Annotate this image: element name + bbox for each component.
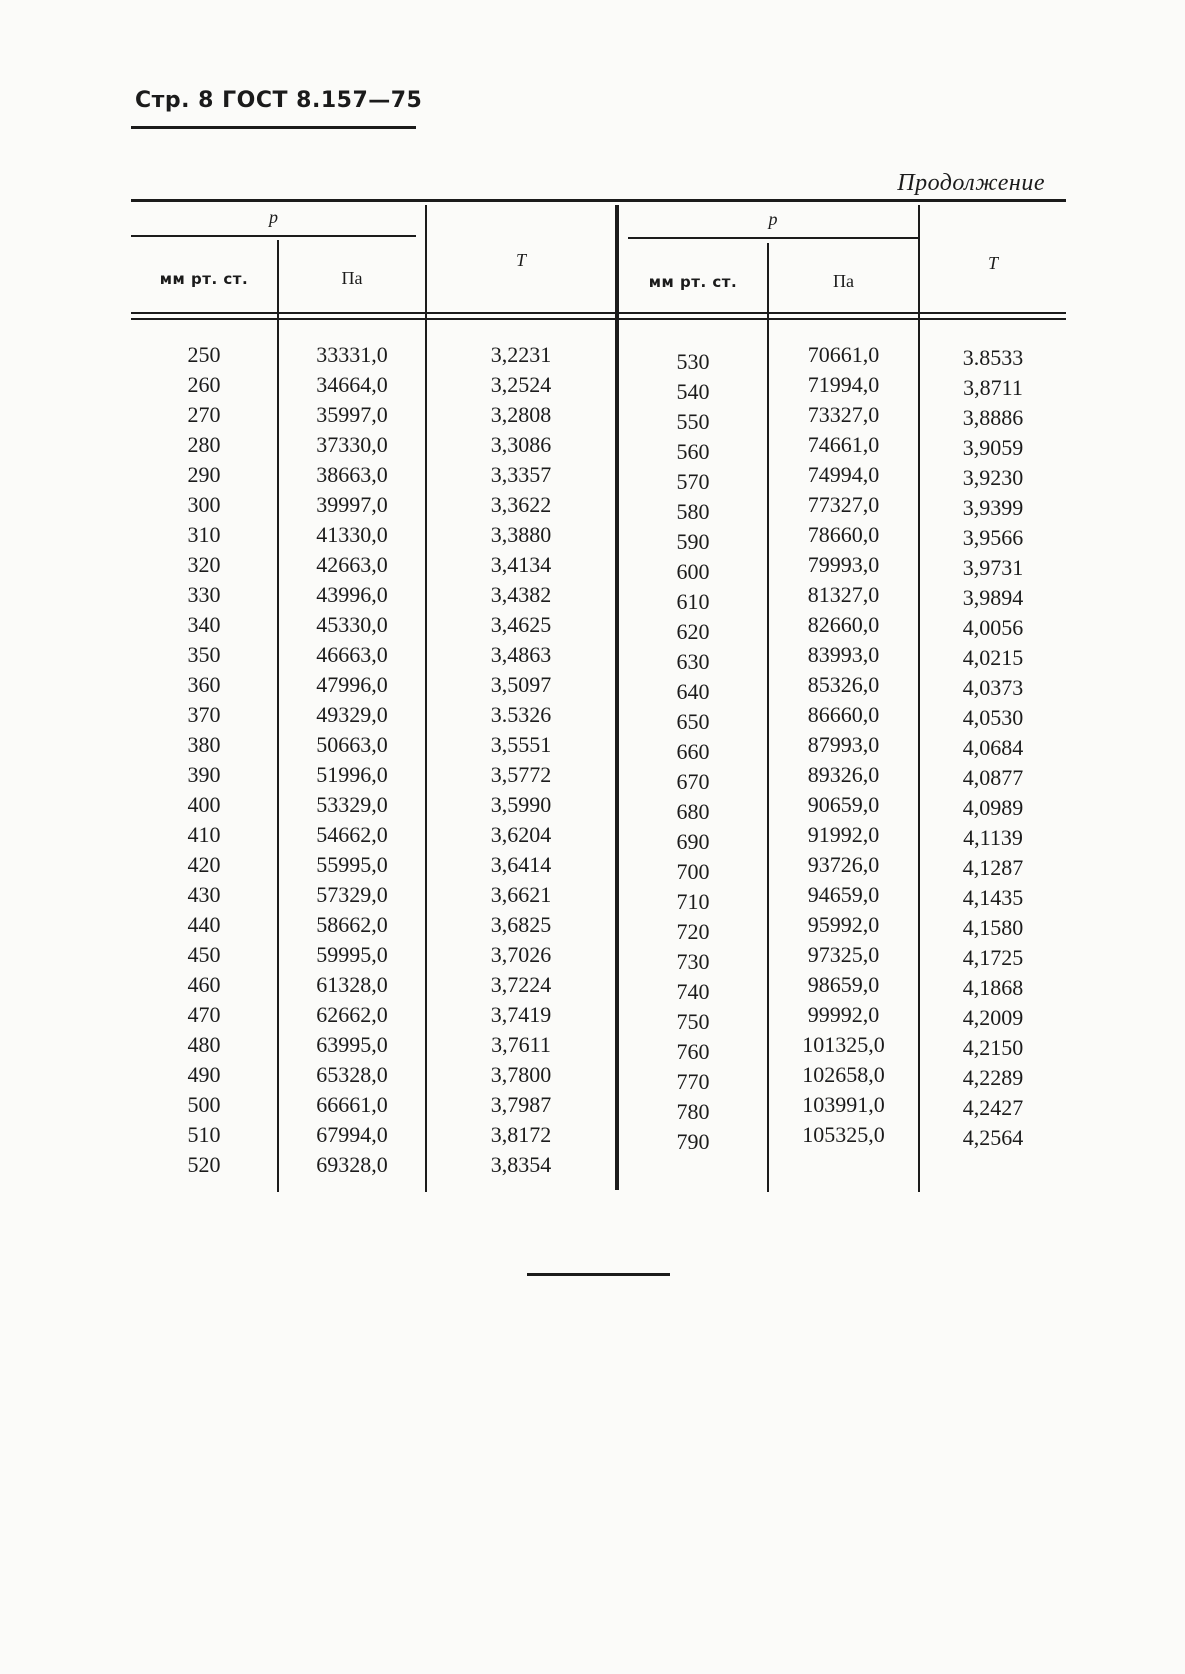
pa-cell: 42663,0: [316, 552, 388, 577]
pa-cell: 50663,0: [316, 732, 388, 757]
pa-cell: 101325,0: [802, 1032, 885, 1057]
pa-cell: 43996,0: [316, 582, 388, 607]
temperature-cell: 3,5990: [490, 792, 552, 817]
pa-cell: 86660,0: [807, 702, 880, 727]
temperature-cell: 4,0530: [962, 705, 1024, 730]
mmhg-cell: 580: [676, 499, 710, 524]
pa-cell: 93726,0: [807, 852, 880, 877]
continuation-label: Продолжение: [897, 170, 1045, 196]
temperature-cell: 4,1435: [962, 885, 1024, 910]
temperature-cell: 3,9399: [962, 495, 1024, 520]
pa-cell: 74994,0: [807, 462, 880, 487]
temperature-cell: 3.5326: [490, 702, 552, 727]
temperature-cell: 4,0056: [962, 615, 1024, 640]
temperature-cell: 3.8533: [962, 345, 1024, 370]
pa-cell: 58662,0: [316, 912, 388, 937]
pa-cell: 59995,0: [316, 942, 388, 967]
mmhg-cell: 680: [676, 799, 710, 824]
pa-cell: 81327,0: [807, 582, 880, 607]
temperature-cell: 4,2427: [962, 1095, 1024, 1120]
pa-cell: 83993,0: [807, 642, 880, 667]
mmhg-cell: 520: [187, 1152, 221, 1177]
temperature-cell: 3,5097: [490, 672, 552, 697]
temperature-cell: 3,9230: [962, 465, 1024, 490]
mmhg-cell: 700: [676, 859, 710, 884]
temperature-cell: 3,4863: [490, 642, 552, 667]
pa-header-left: Па: [341, 268, 363, 288]
temperature-cell: 4,0373: [962, 675, 1024, 700]
temperature-cell: 4,1725: [962, 945, 1024, 970]
pa-cell: 46663,0: [316, 642, 388, 667]
mmhg-cell: 710: [676, 889, 710, 914]
mmhg-cell: 370: [187, 702, 221, 727]
mmhg-cell: 310: [187, 522, 221, 547]
temperature-cell: 3,7224: [490, 972, 552, 997]
pa-cell: 61328,0: [316, 972, 388, 997]
pa-cell: 74661,0: [807, 432, 880, 457]
temperature-cell: 4,1287: [962, 855, 1024, 880]
mmhg-cell: 250: [187, 342, 221, 367]
pa-cell: 79993,0: [807, 552, 880, 577]
mmhg-cell: 500: [187, 1092, 221, 1117]
temperature-cell: 3,3622: [490, 492, 552, 517]
mmhg-cell: 350: [187, 642, 221, 667]
temperature-cell: 4,2564: [962, 1125, 1024, 1150]
mmhg-cell: 570: [676, 469, 710, 494]
pa-cell: 78660,0: [807, 522, 880, 547]
mmhg-cell: 720: [676, 919, 710, 944]
pa-cell: 39997,0: [316, 492, 388, 517]
temperature-cell: 4,2289: [962, 1065, 1024, 1090]
mmhg-cell: 760: [676, 1039, 710, 1064]
mmhg-cell: 390: [187, 762, 221, 787]
temperature-cell: 4,0215: [962, 645, 1024, 670]
temperature-cell: 3,8172: [490, 1122, 552, 1147]
table-top-rule: [131, 199, 1066, 202]
mmhg-cell: 670: [676, 769, 710, 794]
temperature-cell: 3,2231: [490, 342, 552, 367]
pressure-group-header-left: p: [269, 207, 278, 227]
right-temperature-column: [920, 343, 1066, 1153]
pressure-group-header-right: p: [768, 209, 778, 229]
mmhg-cell: 610: [676, 589, 710, 614]
mmhg-cell: 510: [187, 1122, 221, 1147]
mmhg-cell: 280: [187, 432, 221, 457]
pa-cell: 62662,0: [316, 1002, 388, 1027]
mmhg-cell: 790: [676, 1129, 710, 1154]
temperature-cell: 3,2524: [490, 372, 552, 397]
mmhg-cell: 530: [676, 349, 710, 374]
right-pa-column: [769, 340, 918, 1150]
mmhg-cell: 590: [676, 529, 710, 554]
mmhg-cell: 440: [187, 912, 221, 937]
pa-cell: 51996,0: [316, 762, 388, 787]
pa-cell: 47996,0: [316, 672, 388, 697]
pa-cell: 85326,0: [807, 672, 880, 697]
pa-cell: 102658,0: [802, 1062, 885, 1087]
temperature-cell: 3,9731: [962, 555, 1024, 580]
mmhg-cell: 770: [676, 1069, 710, 1094]
temperature-cell: 3,9894: [962, 585, 1024, 610]
pa-cell: 69328,0: [316, 1152, 388, 1177]
mmhg-cell: 690: [676, 829, 710, 854]
temperature-cell: 3,3357: [490, 462, 552, 487]
mmhg-cell: 620: [676, 619, 710, 644]
mmhg-cell: 450: [187, 942, 221, 967]
temperature-cell: 3,5551: [490, 732, 552, 757]
temperature-cell: 3,4382: [490, 582, 552, 607]
temperature-cell: 3,3086: [490, 432, 552, 457]
group-rule-right: [628, 237, 918, 239]
header-bottom-rule-2: [131, 318, 1066, 320]
pa-cell: 103991,0: [802, 1092, 885, 1117]
pa-cell: 91992,0: [807, 822, 880, 847]
mmhg-header-left: мм рт. ст.: [159, 270, 249, 288]
mmhg-cell: 300: [187, 492, 221, 517]
pa-cell: 45330,0: [316, 612, 388, 637]
mmhg-cell: 540: [676, 379, 710, 404]
temperature-cell: 3,8354: [490, 1152, 552, 1177]
mmhg-cell: 430: [187, 882, 221, 907]
header-underline: [131, 126, 416, 129]
mmhg-cell: 490: [187, 1062, 221, 1087]
pa-cell: 54662,0: [316, 822, 388, 847]
temperature-cell: 3,7419: [490, 1002, 552, 1027]
pa-cell: 89326,0: [807, 762, 880, 787]
pa-cell: 41330,0: [316, 522, 388, 547]
mmhg-cell: 650: [676, 709, 710, 734]
pa-cell: 105325,0: [802, 1122, 885, 1147]
mmhg-cell: 460: [187, 972, 221, 997]
temperature-cell: 3,9059: [962, 435, 1024, 460]
temperature-cell: 4,0989: [962, 795, 1024, 820]
left-temperature-column: [427, 340, 615, 1180]
mmhg-cell: 600: [676, 559, 710, 584]
temperature-cell: 3,6414: [490, 852, 552, 877]
pa-cell: 34664,0: [316, 372, 388, 397]
left-pa-column: [279, 340, 425, 1180]
page-header: Стр. 8 ГОСТ 8.157—75: [135, 88, 423, 113]
mmhg-cell: 630: [676, 649, 710, 674]
temperature-cell: 3,7611: [491, 1032, 551, 1057]
temperature-cell: 4,2150: [962, 1035, 1024, 1060]
temperature-cell: 3,6825: [490, 912, 552, 937]
temperature-header-right: T: [987, 253, 998, 273]
pa-cell: 90659,0: [807, 792, 880, 817]
pa-cell: 35997,0: [316, 402, 388, 427]
mmhg-cell: 290: [187, 462, 221, 487]
temperature-cell: 4,0684: [962, 735, 1024, 760]
mmhg-header-right: мм рт. ст.: [648, 273, 738, 291]
temperature-cell: 3,2808: [490, 402, 552, 427]
pa-header-right: Па: [833, 271, 854, 291]
pa-cell: 57329,0: [316, 882, 388, 907]
temperature-cell: 3,8711: [963, 375, 1023, 400]
temperature-header-left: T: [515, 250, 526, 270]
pa-cell: 66661,0: [316, 1092, 388, 1117]
pa-cell: 55995,0: [316, 852, 388, 877]
mmhg-cell: 480: [187, 1032, 221, 1057]
end-rule: [527, 1273, 670, 1276]
pa-cell: 87993,0: [807, 732, 880, 757]
temperature-cell: 4,1580: [962, 915, 1024, 940]
temperature-cell: 4,1868: [962, 975, 1024, 1000]
mmhg-cell: 560: [676, 439, 710, 464]
temperature-cell: 3,6204: [490, 822, 552, 847]
pa-cell: 53329,0: [316, 792, 388, 817]
pa-cell: 94659,0: [807, 882, 880, 907]
pa-cell: 49329,0: [316, 702, 388, 727]
mmhg-cell: 360: [187, 672, 221, 697]
pa-cell: 67994,0: [316, 1122, 388, 1147]
right-mmhg-column: [619, 347, 767, 1157]
group-rule-left: [131, 235, 416, 237]
pa-cell: 77327,0: [807, 492, 880, 517]
pa-cell: 38663,0: [316, 462, 388, 487]
header-bottom-rule: [131, 312, 1066, 314]
temperature-cell: 3,5772: [490, 762, 552, 787]
left-mmhg-column: [131, 340, 277, 1180]
temperature-cell: 3,4134: [490, 552, 552, 577]
pa-cell: 73327,0: [807, 402, 880, 427]
pa-cell: 33331,0: [316, 342, 388, 367]
pa-cell: 37330,0: [316, 432, 388, 457]
temperature-cell: 3,7026: [490, 942, 552, 967]
temperature-cell: 3,9566: [962, 525, 1024, 550]
pa-cell: 65328,0: [316, 1062, 388, 1087]
pa-cell: 99992,0: [807, 1002, 880, 1027]
temperature-cell: 4,1139: [963, 825, 1023, 850]
temperature-cell: 3,4625: [490, 612, 552, 637]
pa-cell: 82660,0: [807, 612, 880, 637]
temperature-cell: 4,0877: [962, 765, 1024, 790]
temperature-cell: 3,6621: [490, 882, 552, 907]
mmhg-cell: 410: [187, 822, 221, 847]
pa-cell: 97325,0: [807, 942, 880, 967]
pa-cell: 98659,0: [807, 972, 880, 997]
mmhg-cell: 380: [187, 732, 221, 757]
temperature-cell: 3,7987: [490, 1092, 552, 1117]
mmhg-cell: 470: [187, 1002, 221, 1027]
mmhg-cell: 550: [676, 409, 710, 434]
mmhg-cell: 750: [676, 1009, 710, 1034]
mmhg-cell: 330: [187, 582, 221, 607]
mmhg-cell: 340: [187, 612, 221, 637]
pa-cell: 63995,0: [316, 1032, 388, 1057]
temperature-cell: 3,8886: [962, 405, 1024, 430]
pa-cell: 71994,0: [807, 372, 880, 397]
mmhg-cell: 400: [187, 792, 221, 817]
mmhg-cell: 320: [187, 552, 221, 577]
mmhg-cell: 270: [187, 402, 221, 427]
temperature-cell: 4,2009: [962, 1005, 1024, 1030]
mmhg-cell: 740: [676, 979, 710, 1004]
mmhg-cell: 640: [676, 679, 710, 704]
pa-cell: 95992,0: [807, 912, 880, 937]
mmhg-cell: 260: [187, 372, 221, 397]
mmhg-cell: 420: [187, 852, 221, 877]
mmhg-cell: 660: [676, 739, 710, 764]
mmhg-cell: 730: [676, 949, 710, 974]
pa-cell: 70661,0: [807, 342, 880, 367]
temperature-cell: 3,7800: [490, 1062, 552, 1087]
mmhg-cell: 780: [676, 1099, 710, 1124]
temperature-cell: 3,3880: [490, 522, 552, 547]
